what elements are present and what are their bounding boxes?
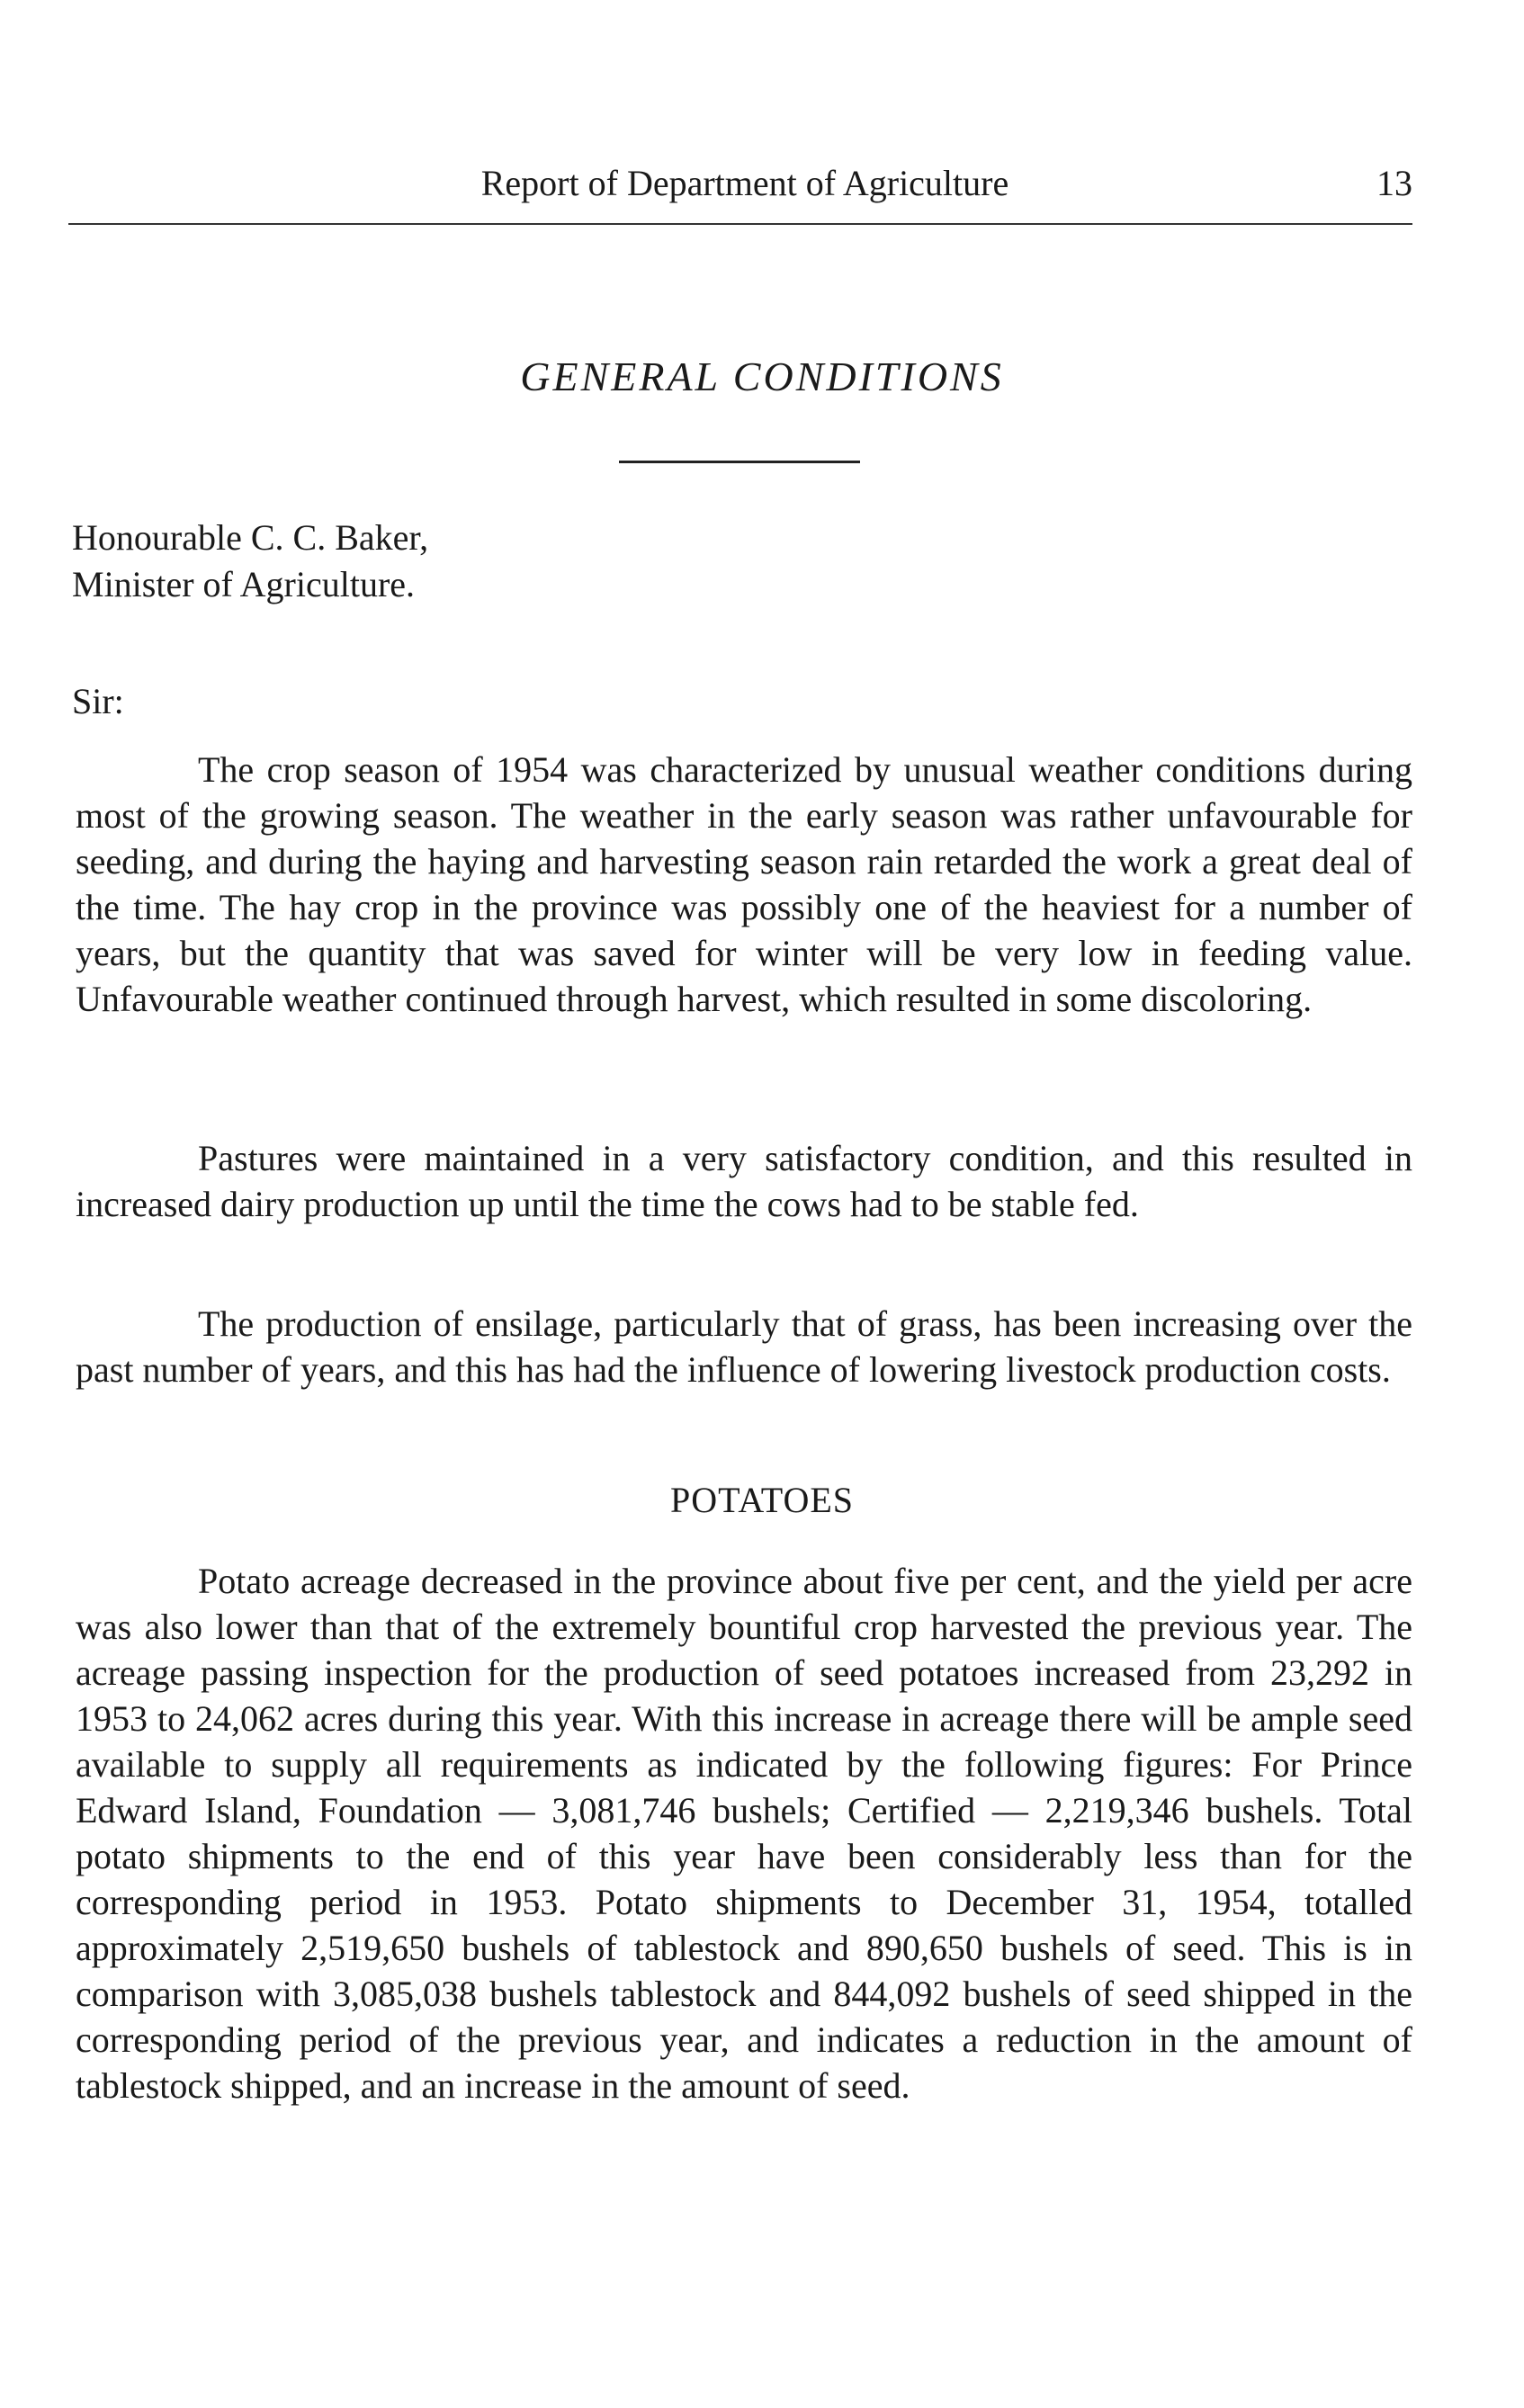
paragraph-ensilage: The production of ensilage, particularly that of grass, has been increasing over the past number of years, and this has had the influence of lowering livestock production costs. <box>76 1303 1412 1390</box>
addressee <box>72 515 428 608</box>
header-title: Report of Department of Agriculture <box>480 163 1009 203</box>
salutation: Sir: <box>72 681 124 721</box>
paragraph-pastures: Pastures were maintained in a very satisfactory condition, and this resulted in increased dairy production up until the time the cows had to be stable fed. <box>76 1138 1412 1224</box>
page-number: 13 <box>1376 163 1412 203</box>
title-rule <box>619 461 860 463</box>
paragraph-potatoes: Potato acreage decreased in the province about five per cent, and the yield per acre was also lower than that of the extremely bountiful crop harvested the previous year. The acreage passing inspection for the production of seed potatoes increased from 23,292 in 1953 to 24,062 acres during this year. With this increase in acreage there will be ample seed available to supply all requirements as indicated by the following figures: For Prince Edward Island, Foundation — 3,081,746 bushels; Certified — 2,219,346 bushels. Total potato shipments to the end of this year have been considerably less than for the corresponding period in 1953. Potato shipments to December 31, 1954, totalled approximately 2,519,650 bushels of tablestock and 890,650 bushels of seed. This is in comparison with 3,085,038 bushels tablestock and 844,092 bushels of seed shipped in the corresponding period of the previous year, and indicates a reduction in the amount of tablestock shipped, and an increase in the amount of seed. <box>76 1561 1412 2106</box>
paragraph-crop-season: The crop season of 1954 was characterized by unusual weather conditions during most of the growing season. The weather in the early season was rather unfavourable for seeding, and during the haying and harvesting season rain retarded the work a great deal of the time. The hay crop in the province was possibly one of the heaviest for a number of years, but the quantity that was saved for winter will be very low in feeding value. Unfavourable weather continued through harvest, which resulted in some discoloring. <box>76 749 1412 1019</box>
header-rule <box>68 223 1412 225</box>
addressee-title: Minister of Agriculture. <box>72 564 416 604</box>
addressee-name: Honourable C. C. Baker, <box>72 517 429 558</box>
section-title: GENERAL CONDITIONS <box>520 354 1004 399</box>
running-header <box>68 158 1412 212</box>
potatoes-heading: POTATOES <box>669 1480 855 1520</box>
